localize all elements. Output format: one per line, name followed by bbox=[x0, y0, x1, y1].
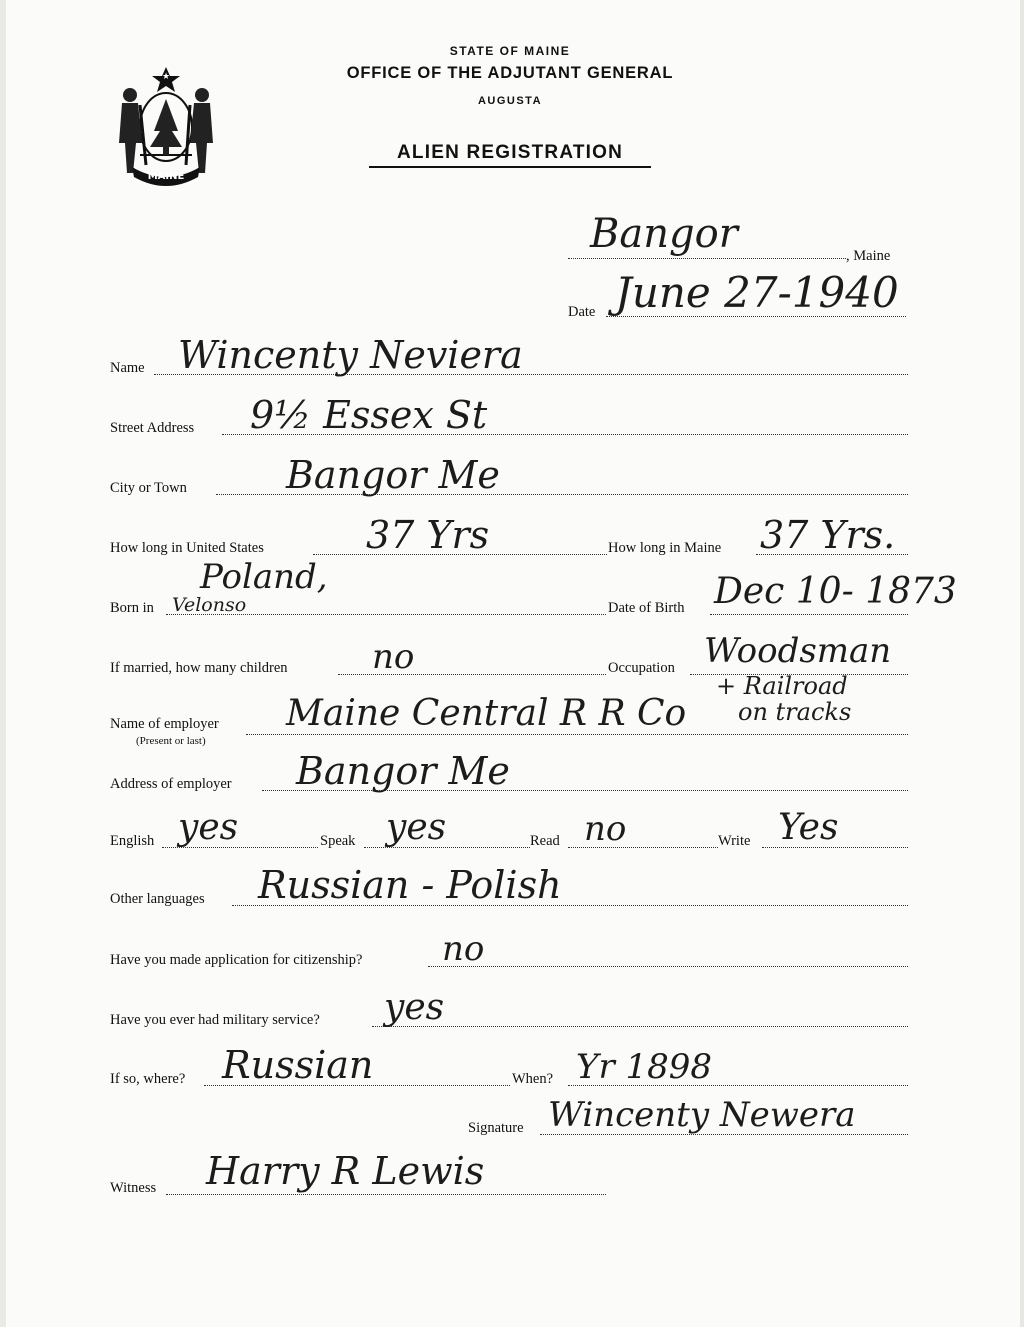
dob-value: Dec 10- 1873 bbox=[714, 571, 957, 612]
write-value: Yes bbox=[778, 807, 839, 848]
born-town-value: Velonso bbox=[172, 594, 247, 616]
when-label: When? bbox=[512, 1071, 554, 1087]
military-value: yes bbox=[384, 987, 445, 1028]
born-country-value: Poland, bbox=[200, 557, 328, 597]
other-languages-label: Other languages bbox=[110, 891, 205, 907]
children-value: no bbox=[372, 637, 415, 677]
born-label: Born in bbox=[110, 600, 154, 616]
witness-label: Witness bbox=[110, 1180, 157, 1196]
seal-banner-text: MAINE bbox=[147, 171, 185, 182]
header-state: STATE OF MAINE bbox=[449, 44, 571, 58]
street-label: Street Address bbox=[110, 420, 195, 436]
employer-value: Maine Central R R Co bbox=[286, 693, 687, 734]
scan-edge-right bbox=[1020, 0, 1024, 1327]
occupation-label: Occupation bbox=[608, 660, 675, 676]
dob-label: Date of Birth bbox=[608, 600, 685, 616]
header-city: AUGUSTA bbox=[477, 95, 543, 107]
occupation-value-2: + Railroad bbox=[716, 672, 848, 700]
when-value: Yr 1898 bbox=[576, 1047, 713, 1087]
citizenship-label: Have you made application for citizenship? bbox=[110, 952, 363, 968]
where-value: Russian bbox=[222, 1043, 374, 1087]
occupation-value-3: on tracks bbox=[738, 698, 852, 726]
where-label: If so, where? bbox=[110, 1071, 186, 1087]
name-label: Name bbox=[110, 360, 145, 376]
city-label: City or Town bbox=[110, 480, 187, 496]
city-value: Bangor Me bbox=[286, 453, 500, 497]
place-suffix-label: , Maine bbox=[846, 248, 891, 264]
street-value: 9½ Essex St bbox=[250, 393, 488, 437]
form-title: ALIEN REGISTRATION bbox=[396, 142, 624, 163]
read-label: Read bbox=[530, 833, 560, 849]
place-value: Bangor bbox=[590, 211, 738, 257]
date-label: Date bbox=[568, 304, 596, 320]
witness-value: Harry R Lewis bbox=[206, 1149, 485, 1193]
occupation-value: Woodsman bbox=[704, 631, 892, 671]
citizenship-line bbox=[428, 966, 908, 967]
signature-label: Signature bbox=[468, 1120, 524, 1136]
english-value: yes bbox=[178, 807, 239, 848]
place-line bbox=[568, 258, 846, 259]
english-label: English bbox=[110, 833, 155, 849]
dob-line bbox=[710, 614, 908, 615]
years-maine-value: 37 Yrs. bbox=[760, 513, 896, 557]
employer-address-label: Address of employer bbox=[110, 776, 232, 792]
citizenship-value: no bbox=[442, 929, 485, 969]
witness-line bbox=[166, 1194, 606, 1195]
scan-edge-left bbox=[0, 0, 6, 1327]
years-us-label: How long in United States bbox=[110, 540, 264, 556]
employer-label: Name of employer bbox=[110, 716, 219, 732]
date-value: June 27-1940 bbox=[615, 268, 899, 317]
military-line bbox=[372, 1026, 908, 1027]
employer-address-value: Bangor Me bbox=[296, 749, 510, 793]
speak-value: yes bbox=[386, 807, 447, 848]
header-office: OFFICE OF THE ADJUTANT GENERAL bbox=[346, 64, 674, 82]
military-label: Have you ever had military service? bbox=[110, 1012, 320, 1028]
seal-star: ★ bbox=[161, 72, 171, 82]
children-label: If married, how many children bbox=[110, 660, 288, 676]
other-languages-value: Russian - Polish bbox=[258, 863, 562, 907]
speak-label: Speak bbox=[320, 833, 356, 849]
signature-value: Wincenty Newera bbox=[548, 1095, 856, 1135]
employer-sublabel: (Present or last) bbox=[136, 735, 206, 747]
title-underline bbox=[369, 166, 651, 168]
read-value: no bbox=[584, 809, 627, 849]
write-label: Write bbox=[718, 833, 751, 849]
years-us-value: 37 Yrs bbox=[366, 513, 490, 557]
name-value: Wincenty Neviera bbox=[178, 333, 523, 377]
years-maine-label: How long in Maine bbox=[608, 540, 722, 556]
state-seal-icon bbox=[110, 55, 222, 187]
employer-line bbox=[246, 734, 908, 735]
